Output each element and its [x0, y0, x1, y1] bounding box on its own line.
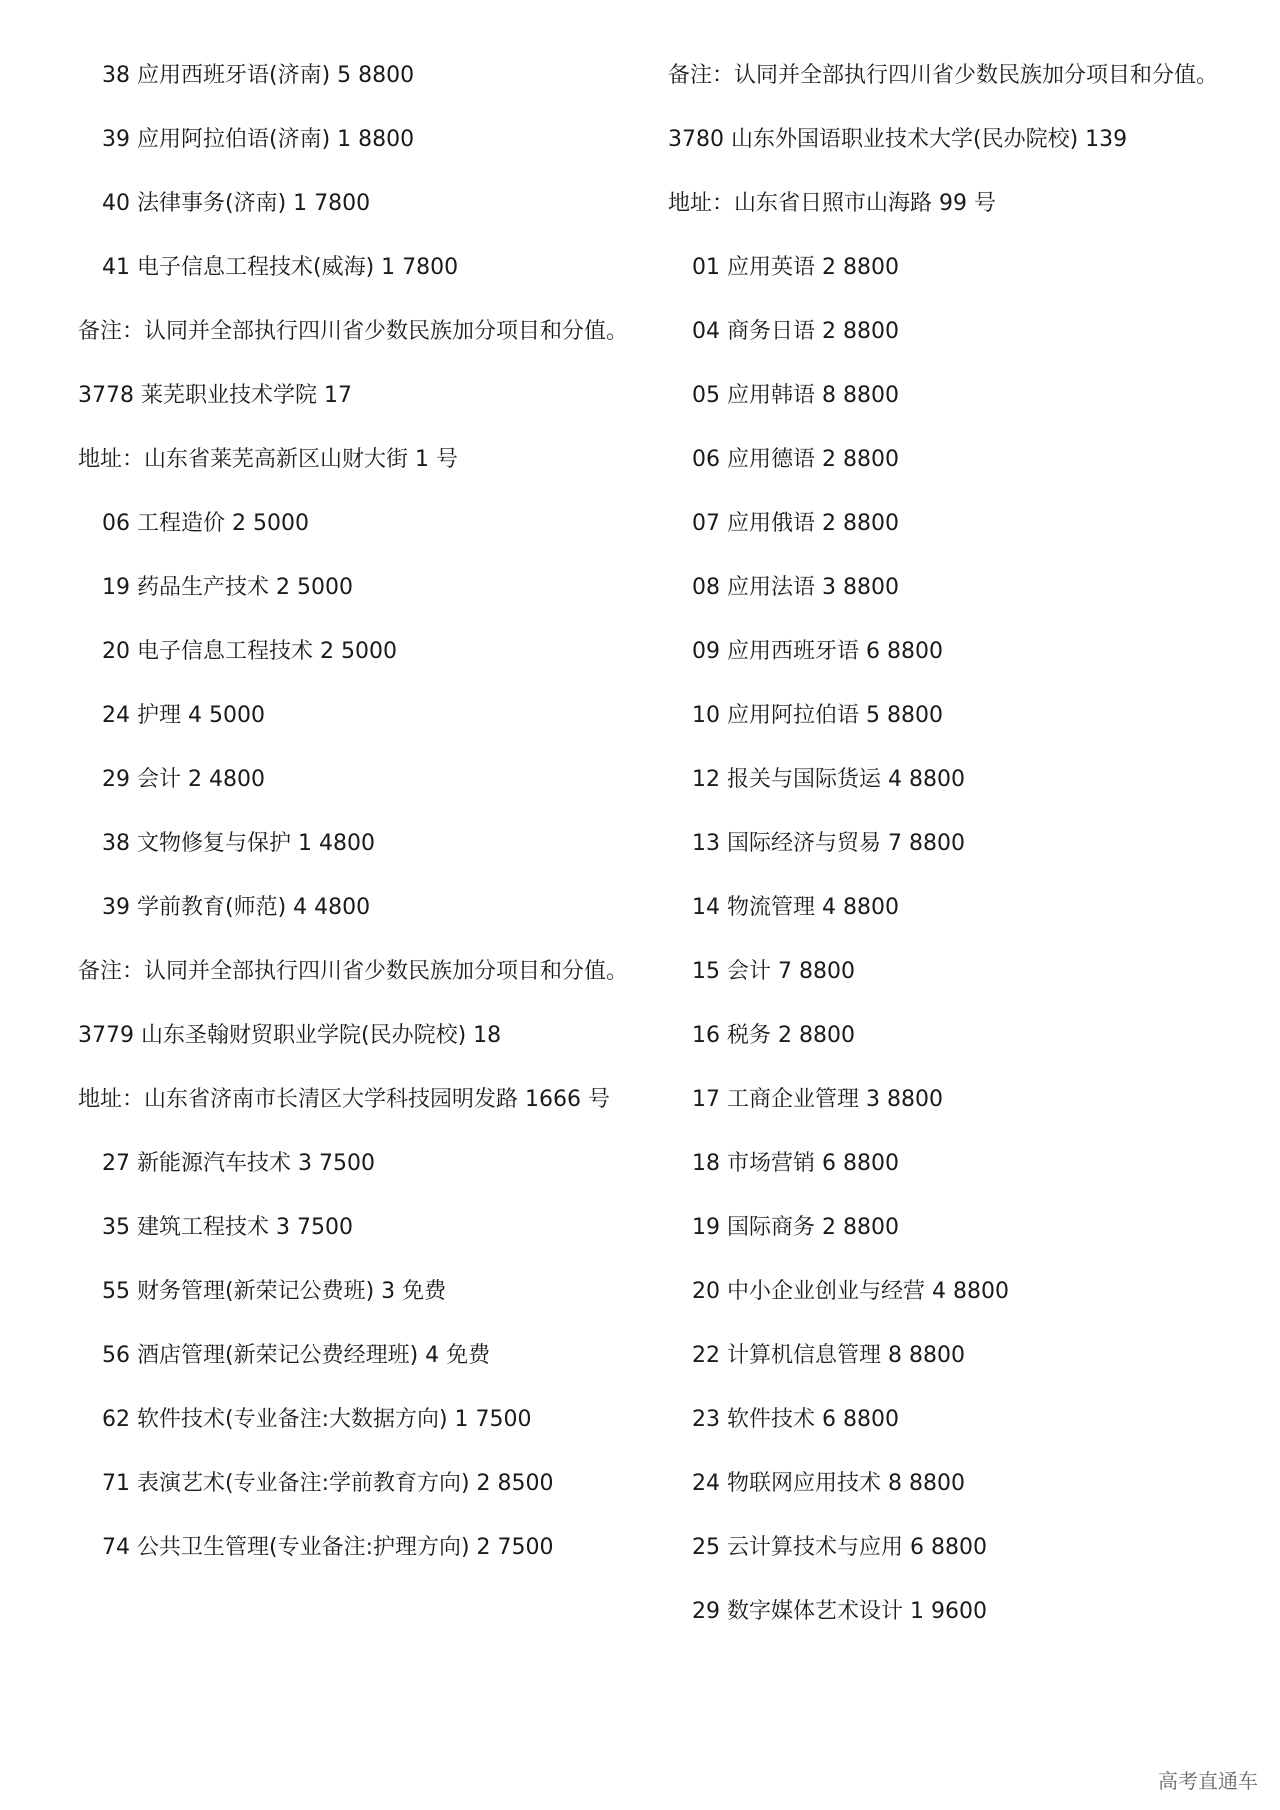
note-line: 备注：认同并全部执行四川省少数民族加分项目和分值。: [78, 319, 629, 344]
major-item: 41 电子信息工程技术(威海) 1 7800: [102, 255, 459, 280]
major-item: 01 应用英语 2 8800: [692, 255, 899, 280]
school-heading: 3780 山东外国语职业技术大学(民办院校) 139: [668, 127, 1128, 152]
major-item: 38 文物修复与保护 1 4800: [102, 831, 375, 856]
major-item: 10 应用阿拉伯语 5 8800: [692, 703, 943, 728]
major-item: 09 应用西班牙语 6 8800: [692, 639, 943, 664]
address-line: 地址：山东省莱芜高新区山财大街 1 号: [78, 447, 458, 472]
major-item: 39 应用阿拉伯语(济南) 1 8800: [102, 127, 415, 152]
note-line: 备注：认同并全部执行四川省少数民族加分项目和分值。: [78, 959, 629, 984]
major-item: 29 数字媒体艺术设计 1 9600: [692, 1599, 987, 1624]
school-heading: 3778 莱芜职业技术学院 17: [78, 383, 352, 408]
major-item: 35 建筑工程技术 3 7500: [102, 1215, 353, 1240]
major-item: 18 市场营销 6 8800: [692, 1151, 899, 1176]
left-column: [78, 60, 638, 1596]
school-heading: 3779 山东圣翰财贸职业学院(民办院校) 18: [78, 1023, 502, 1048]
major-item: 08 应用法语 3 8800: [692, 575, 899, 600]
major-item: 40 法律事务(济南) 1 7800: [102, 191, 371, 216]
major-item: 19 药品生产技术 2 5000: [102, 575, 353, 600]
major-item: 29 会计 2 4800: [102, 767, 265, 792]
major-item: 24 物联网应用技术 8 8800: [692, 1471, 965, 1496]
major-item: 25 云计算技术与应用 6 8800: [692, 1535, 987, 1560]
major-item: 39 学前教育(师范) 4 4800: [102, 895, 371, 920]
major-item: 17 工商企业管理 3 8800: [692, 1087, 943, 1112]
major-item: 16 税务 2 8800: [692, 1023, 855, 1048]
major-item: 15 会计 7 8800: [692, 959, 855, 984]
note-line: 备注：认同并全部执行四川省少数民族加分项目和分值。: [668, 63, 1219, 88]
major-item: 38 应用西班牙语(济南) 5 8800: [102, 63, 415, 88]
major-item: 22 计算机信息管理 8 8800: [692, 1343, 965, 1368]
major-item: 56 酒店管理(新荣记公费经理班) 4 免费: [102, 1343, 491, 1368]
address-line: 地址：山东省济南市长清区大学科技园明发路 1666 号: [78, 1087, 610, 1112]
major-item: 07 应用俄语 2 8800: [692, 511, 899, 536]
major-item: 74 公共卫生管理(专业备注:护理方向) 2 7500: [102, 1535, 554, 1560]
major-item: 24 护理 4 5000: [102, 703, 265, 728]
major-item: 05 应用韩语 8 8800: [692, 383, 899, 408]
major-item: 23 软件技术 6 8800: [692, 1407, 899, 1432]
major-item: 13 国际经济与贸易 7 8800: [692, 831, 965, 856]
address-line: 地址：山东省日照市山海路 99 号: [668, 191, 996, 216]
major-item: 20 电子信息工程技术 2 5000: [102, 639, 397, 664]
watermark: 高考直通车: [1158, 1769, 1258, 1793]
major-item: 14 物流管理 4 8800: [692, 895, 899, 920]
major-item: 12 报关与国际货运 4 8800: [692, 767, 965, 792]
major-item: 55 财务管理(新荣记公费班) 3 免费: [102, 1279, 447, 1304]
major-item: 20 中小企业创业与经营 4 8800: [692, 1279, 1009, 1304]
major-item: 06 工程造价 2 5000: [102, 511, 309, 536]
major-item: 62 软件技术(专业备注:大数据方向) 1 7500: [102, 1407, 532, 1432]
major-item: 04 商务日语 2 8800: [692, 319, 899, 344]
right-column: [668, 60, 1228, 1660]
major-item: 27 新能源汽车技术 3 7500: [102, 1151, 375, 1176]
major-item: 06 应用德语 2 8800: [692, 447, 899, 472]
major-item: 19 国际商务 2 8800: [692, 1215, 899, 1240]
major-item: 71 表演艺术(专业备注:学前教育方向) 2 8500: [102, 1471, 554, 1496]
